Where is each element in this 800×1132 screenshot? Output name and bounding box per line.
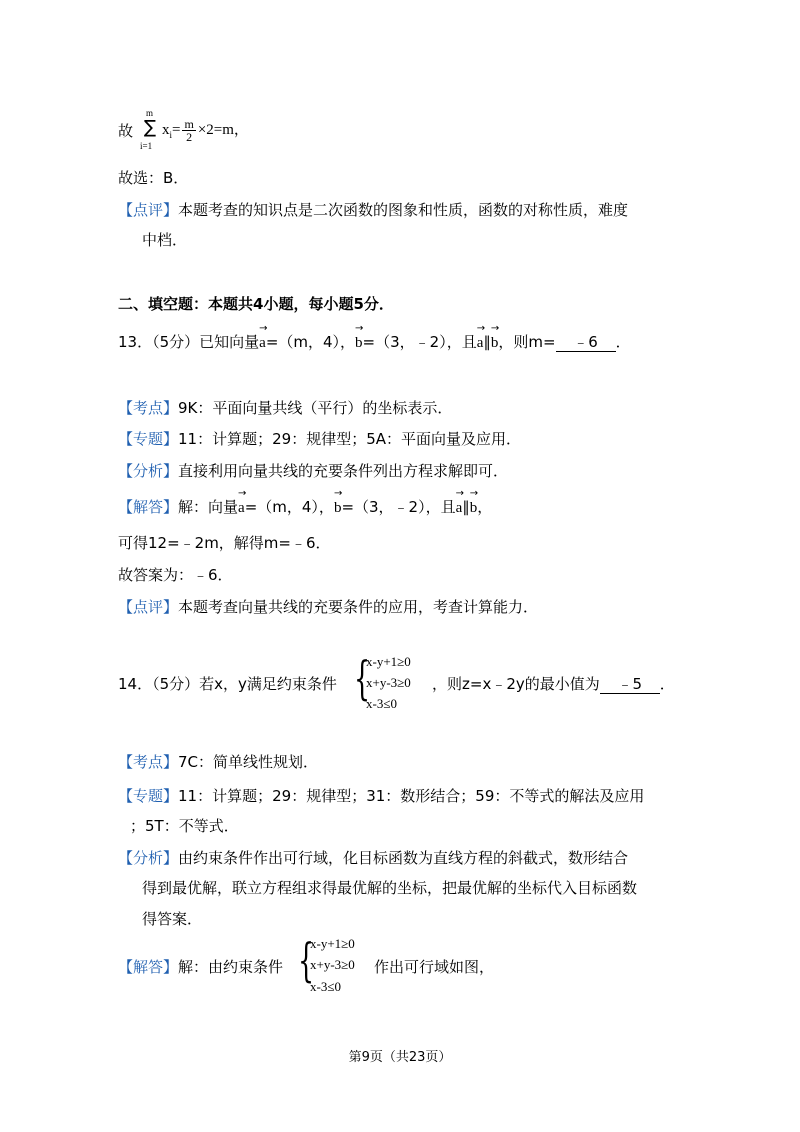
jieda-a-coords: =（m，4）， <box>244 498 334 516</box>
jieda-prefix: 解：向量 <box>178 498 239 516</box>
vector-arrow-icon: → <box>259 323 268 334</box>
zhuanti-tag: 【专题】 <box>118 430 179 448</box>
vector-a: → a <box>455 488 464 516</box>
vector-b: → b <box>355 323 364 351</box>
jieda-end: ， <box>477 498 493 516</box>
q13-dianping <box>118 597 538 617</box>
dianping-text: 本题考查向量共线的充要条件的应用，考查计算能力． <box>178 598 539 616</box>
q14-fenxi-line-2: 得到最优解，联立方程组求得最优解的坐标，把最优解的坐标代入目标函数 <box>142 879 638 897</box>
q13-step1: 可得12=﹣2m，解得m=﹣6． <box>118 534 331 552</box>
q13-step2: 故答案为：﹣6． <box>118 566 233 584</box>
q14-tail <box>432 674 675 694</box>
q14-fenxi-line-3: 得答案． <box>142 910 203 928</box>
jieda-tag: 【解答】 <box>118 958 179 976</box>
sum-equals: = <box>172 122 181 138</box>
constraint-2: x+y-3≥0 <box>366 675 411 690</box>
q13-kaodian <box>118 398 452 418</box>
kaodian-text: 9K：平面向量共线（平行）的坐标表示． <box>178 399 453 417</box>
sum-prefix: 故 <box>118 122 134 140</box>
q14-end: ． <box>659 675 675 693</box>
q14-answer: ﹣5 <box>600 675 660 694</box>
q14-jieda-tail: 作出可行域如图， <box>374 958 495 976</box>
sum-upper-limit: m <box>146 108 154 118</box>
q13-end: ． <box>615 333 631 351</box>
jieda-b-coords: =（3，﹣2），且 <box>341 498 456 516</box>
jieda-prefix: 解：由约束条件 <box>178 958 284 976</box>
vector-arrow-icon: → <box>238 488 247 499</box>
dianping-tag: 【点评】 <box>118 598 179 616</box>
fenxi-tag: 【分析】 <box>118 849 179 867</box>
vector-arrow-icon: → <box>333 488 343 499</box>
parallel-symbol: ∥ <box>483 333 491 351</box>
vector-arrow-icon: → <box>490 323 500 334</box>
page-footer: 第9页（共23页） <box>348 1050 452 1065</box>
q13-b-coords: =（3，﹣2），且 <box>362 333 477 351</box>
vector-arrow-icon: → <box>476 323 486 334</box>
left-brace-icon: { <box>298 933 315 987</box>
fraction <box>182 118 195 143</box>
fraction-denominator: 2 <box>186 130 193 145</box>
comment-tag: 【点评】 <box>118 201 179 219</box>
constraint-system <box>354 652 444 714</box>
vector-arrow-icon: → <box>355 323 364 334</box>
fenxi-tag: 【分析】 <box>118 462 179 480</box>
zhuanti-text: 11：计算题；29：规律型；5A：平面向量及应用． <box>178 430 521 448</box>
q13-ask: ，则m= <box>498 333 556 351</box>
kaodian-tag: 【考点】 <box>118 399 179 417</box>
q14-fenxi <box>118 848 628 868</box>
kaodian-text: 7C：简单线性规划． <box>178 753 319 771</box>
vector-arrow-icon: → <box>469 488 479 499</box>
q13-prefix: 13．（5分）已知向量 <box>118 333 260 351</box>
vector-a: → a <box>259 323 268 351</box>
sum-body <box>162 118 249 143</box>
comment-text-1: 本题考查的知识点是二次函数的图象和性质，函数的对称性质，难度 <box>178 201 629 219</box>
q14-kaodian <box>118 752 318 772</box>
fenxi-text-1: 由约束条件作出可行域，化目标函数为直线方程的斜截式，数形结合 <box>178 849 629 867</box>
vector-b: → b <box>469 488 479 516</box>
constraint-2: x+y-3≥0 <box>310 957 355 972</box>
choice-line: 故选：B． <box>118 169 189 187</box>
q13-jieda <box>118 488 493 518</box>
sigma-symbol: ∑ <box>144 117 157 138</box>
kaodian-tag: 【考点】 <box>118 753 179 771</box>
q13-stem <box>118 323 631 353</box>
q14-mid: ，则z=x﹣2y的最小值为 <box>432 675 600 693</box>
constraint-3: x-3≤0 <box>310 979 341 994</box>
zhuanti-text-1: 11：计算题；29：规律型；31：数形结合；59：不等式的解法及应用 <box>178 787 645 805</box>
parallel-symbol: ∥ <box>462 498 470 516</box>
constraint-1: x-y+1≥0 <box>310 936 355 951</box>
fenxi-text: 直接利用向量共线的充要条件列出方程求解即可． <box>178 462 509 480</box>
fraction-numerator: m <box>184 117 194 132</box>
q13-zhuanti <box>118 429 521 449</box>
vector-a: → a <box>238 488 247 516</box>
jieda-tag: 【解答】 <box>118 498 179 516</box>
comment-line-2: 中档． <box>142 231 188 249</box>
section-heading: 二、填空题：本题共4小题，每小题5分． <box>118 295 394 313</box>
sum-tail: ×2=m， <box>197 122 249 138</box>
q14-zhuanti <box>118 786 644 806</box>
q13-fenxi <box>118 461 508 481</box>
sum-var-sub: i <box>169 130 173 140</box>
q13-answer: ﹣6 <box>556 333 616 352</box>
zhuanti-tag: 【专题】 <box>118 787 179 805</box>
sum-lower-limit: i=1 <box>140 141 153 151</box>
sum-var: x <box>162 122 170 138</box>
vector-b: → b <box>333 488 343 516</box>
left-brace-icon: { <box>354 651 371 705</box>
comment-line-1 <box>118 200 628 220</box>
vector-arrow-icon: → <box>455 488 464 499</box>
q13-a-coords: =（m，4）， <box>265 333 356 351</box>
vector-b: → b <box>490 323 500 351</box>
constraint-3: x-3≤0 <box>366 696 397 711</box>
q14-zhuanti-line-2: ；5T：不等式． <box>130 817 239 835</box>
vector-a: → a <box>476 323 486 351</box>
q14-prefix: 14．（5分）若x，y满足约束条件 <box>118 675 337 693</box>
constraint-1: x-y+1≥0 <box>366 654 411 669</box>
q14-jieda-prefix-line <box>118 957 283 977</box>
